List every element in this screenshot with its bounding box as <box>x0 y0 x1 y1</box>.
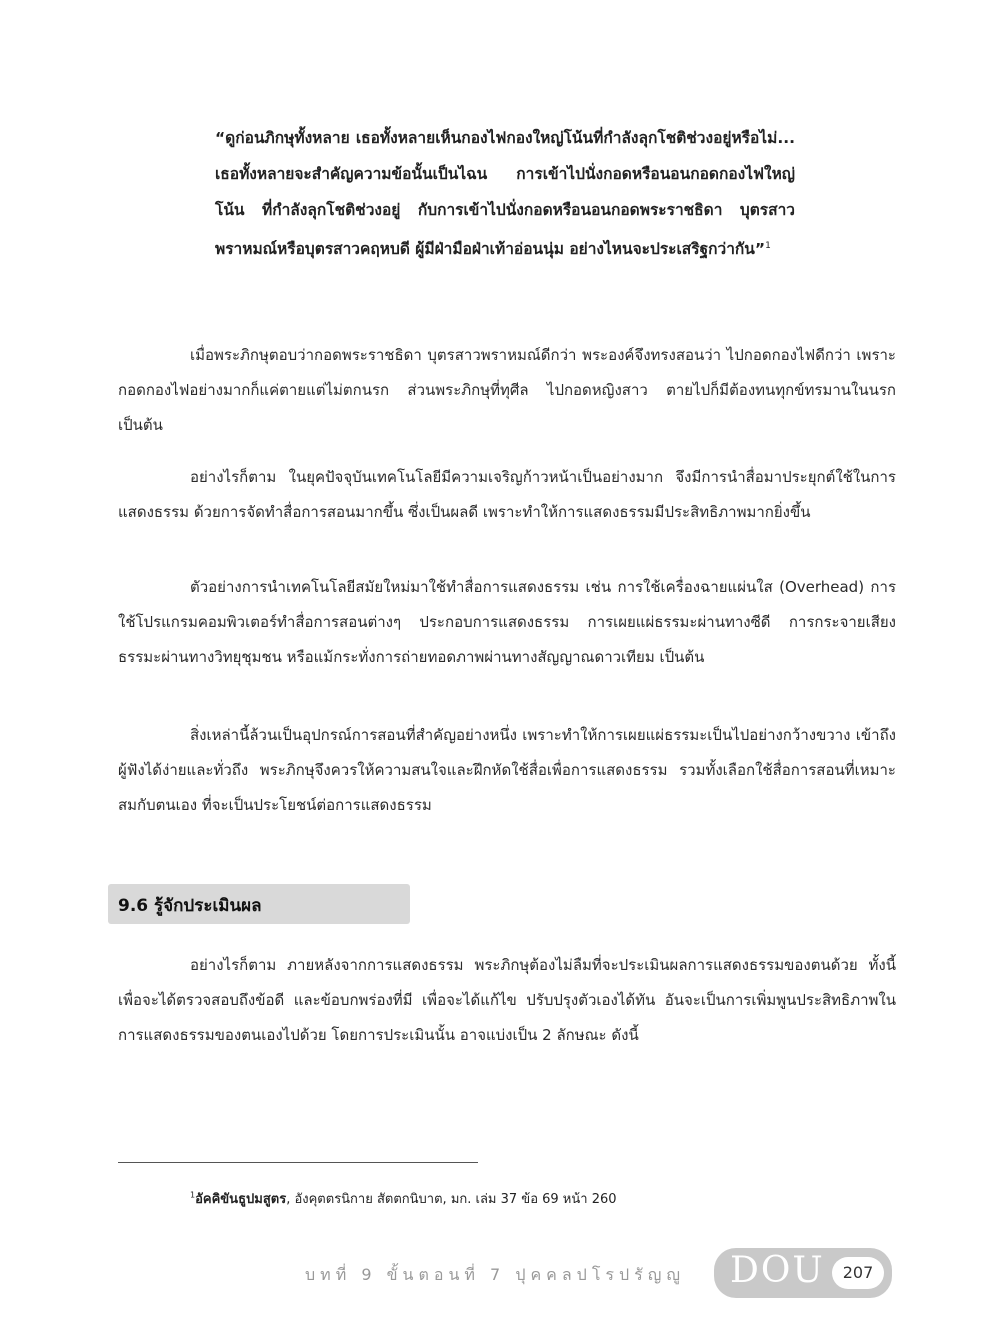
footer-badge <box>714 1248 892 1298</box>
paragraph-2-text: อย่างไรก็ตาม ในยุคปัจจุบันเทคโนโลยีมีความเจริญก้าวหน้าเป็นอย่างมาก จึงมีการนำสื่อมาประยุกต์ใช้ในการแสดงธรรม ด้วยการจัดทำสื่อการสอนมากขึ้น ซึ่งเป็นผลดี เพราะทำให้การแสดงธรรมมีประสิทธิภาพมากยิ่งขึ้น <box>118 468 896 521</box>
paragraph-1-text: เมื่อพระภิกษุตอบว่ากอดพระราชธิดา บุตรสาวพราหมณ์ดีกว่า พระองค์จึงทรงสอนว่า ไปกอดกองไฟดีกว่า เพราะกอดกองไฟอย่างมากก็แค่ตายแต่ไม่ตกนรก ส่วนพระภิกษุที่ทุศีล ไปกอดหญิงสาว ตายไปก็มีต้องทนทุกข์ทรมานในนรก เป็นต้น <box>118 346 896 434</box>
footnote-mark: 1 <box>190 1190 196 1200</box>
footer-chapter-title: บทที่ 9 ขั้นตอนที่ 7 ปุคคลปโรปรัญญู <box>305 1265 686 1284</box>
page-number: 207 <box>832 1257 884 1289</box>
footnote-rest: , อังคุตตรนิกาย สัตตกนิบาต, มก. เล่ม 37 ข้อ 69 หน้า 260 <box>286 1192 617 1207</box>
quote-block <box>215 120 795 267</box>
dou-logo: DOU <box>730 1250 825 1291</box>
paragraph-4 <box>118 718 896 823</box>
footnote <box>190 1188 617 1209</box>
quote-footnote-mark: 1 <box>765 241 771 251</box>
paragraph-4-text: สิ่งเหล่านี้ล้วนเป็นอุปกรณ์การสอนที่สำคัญอย่างหนึ่ง เพราะทำให้การเผยแผ่ธรรมะเป็นไปอย่างกว้างขวาง เข้าถึงผู้ฟังได้ง่ายและทั่วถึง พระภิกษุจึงควรให้ความสนใจและฝึกหัดใช้สื่อเพื่อการแสดงธรรม รวมทั้งเลือกใช้สื่อการสอนที่เหมาะสมกับตนเอง ที่จะเป็นประโยชน์ต่อการแสดงธรรม <box>118 726 896 814</box>
paragraph-3-text: ตัวอย่างการนำเทคโนโลยีสมัยใหม่มาใช้ทำสื่อการแสดงธรรม เช่น การใช้เครื่องฉายแผ่นใส (Overhead) การใช้โปรแกรมคอมพิวเตอร์ทำสื่อการสอนต่างๆ ประกอบการแสดงธรรม การเผยแผ่ธรรมะผ่านทางซีดี การกระจายเสียงธรรมะผ่านทางวิทยุชุมชน หรือแม้กระทั่งการถ่ายทอดภาพผ่านทางสัญญาณดาวเทียม เป็นต้น <box>118 578 896 666</box>
paragraph-2 <box>118 460 896 530</box>
section-title: 9.6 รู้จักประเมินผล <box>118 896 262 916</box>
section-heading <box>108 884 410 924</box>
section-paragraph <box>118 948 896 1053</box>
paragraph-3 <box>118 570 896 675</box>
footnote-title: อัคคิขันธูปมสูตร <box>195 1192 287 1207</box>
quote-text: “ดูก่อนภิกษุทั้งหลาย เธอทั้งหลายเห็นกองไฟกองใหญ่โน้นที่กำลังลุกโชติช่วงอยู่หรือไม่... เธอทั้งหลายจะสำคัญความข้อนั้นเป็นไฉน การเข้าไปนั่งกอดหรือนอนกอดกองไฟใหญ่โน้น ที่กำลังลุกโชติช่วงอยู่ กับการเข้าไปนั่งกอดหรือนอนกอดพระราชธิดา บุตรสาวพราหมณ์หรือบุตรสาวคฤหบดี ผู้มีฝ่ามือฝ่าเท้าอ่อนนุ่ม อย่างไหนจะประเสริฐกว่ากัน” <box>215 129 795 259</box>
paragraph-1 <box>118 338 896 443</box>
section-paragraph-text: อย่างไรก็ตาม ภายหลังจากการแสดงธรรม พระภิกษุต้องไม่ลืมที่จะประเมินผลการแสดงธรรมของตนด้วย ทั้งนี้เพื่อจะได้ตรวจสอบถึงข้อดี และข้อบกพร่องที่มี เพื่อจะได้แก้ไข ปรับปรุงตัวเองได้ทัน อันจะเป็นการเพิ่มพูนประสิทธิภาพในการแสดงธรรมของตนเองไปด้วย โดยการประเมินนั้น อาจแบ่งเป็น 2 ลักษณะ ดังนี้ <box>118 956 896 1044</box>
footnote-divider <box>118 1162 478 1163</box>
